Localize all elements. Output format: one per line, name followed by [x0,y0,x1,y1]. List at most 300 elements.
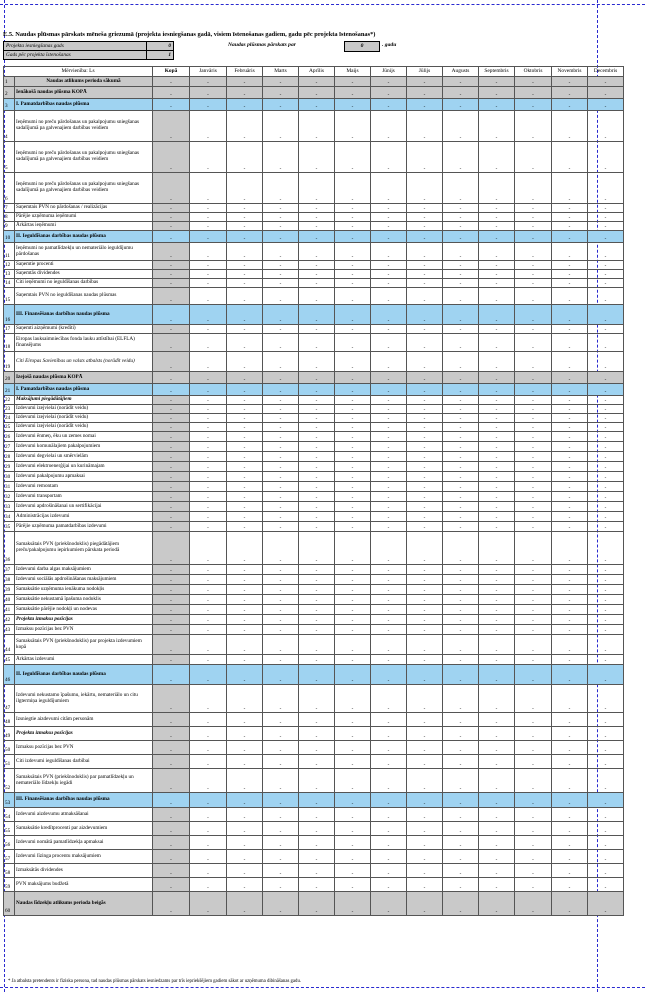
month-cell[interactable]: - [407,423,443,432]
month-cell[interactable]: - [263,713,299,727]
month-cell[interactable]: - [552,492,588,502]
month-cell[interactable]: - [190,384,227,396]
month-cell[interactable]: - [335,405,371,414]
month-cell[interactable]: - [299,334,335,352]
month-cell[interactable]: - [552,522,588,532]
month-cell[interactable]: - [371,532,407,565]
total-cell[interactable]: - [153,482,190,492]
month-cell[interactable]: - [588,595,624,605]
month-cell[interactable]: - [263,892,299,916]
total-cell[interactable]: - [153,442,190,452]
month-cell[interactable]: - [190,279,227,288]
month-cell[interactable]: - [588,665,624,685]
month-cell[interactable]: - [479,755,515,769]
month-cell[interactable]: - [190,213,227,222]
month-cell[interactable]: - [263,405,299,414]
month-cell[interactable]: - [371,173,407,204]
month-cell[interactable]: - [371,685,407,713]
month-cell[interactable]: - [263,142,299,173]
month-cell[interactable]: - [335,173,371,204]
month-cell[interactable]: - [443,352,479,372]
month-cell[interactable]: - [552,836,588,850]
month-cell[interactable]: - [479,442,515,452]
month-cell[interactable]: - [588,850,624,864]
month-cell[interactable]: - [515,565,552,575]
total-cell[interactable]: - [153,878,190,892]
month-cell[interactable]: - [371,222,407,231]
month-cell[interactable]: - [407,261,443,270]
month-cell[interactable]: - [588,502,624,512]
month-cell[interactable]: - [479,87,515,99]
month-cell[interactable]: - [443,615,479,625]
month-cell[interactable]: - [299,793,335,808]
month-cell[interactable]: - [443,243,479,261]
month-cell[interactable]: - [479,522,515,532]
total-cell[interactable]: - [153,512,190,522]
month-cell[interactable]: - [479,270,515,279]
total-cell[interactable]: - [153,423,190,432]
month-cell[interactable]: - [299,432,335,442]
month-cell[interactable]: - [552,261,588,270]
month-cell[interactable]: - [552,713,588,727]
month-cell[interactable]: - [443,655,479,665]
month-cell[interactable]: - [299,532,335,565]
month-cell[interactable]: - [299,405,335,414]
month-cell[interactable]: - [407,769,443,793]
month-cell[interactable]: - [552,864,588,878]
month-cell[interactable]: - [335,512,371,522]
month-cell[interactable]: - [371,77,407,87]
month-cell[interactable]: - [190,822,227,836]
month-cell[interactable]: - [190,325,227,334]
month-cell[interactable]: - [515,595,552,605]
month-cell[interactable]: - [227,384,263,396]
month-cell[interactable]: - [263,325,299,334]
total-cell[interactable]: - [153,864,190,878]
month-cell[interactable]: - [443,850,479,864]
month-cell[interactable]: - [479,279,515,288]
month-cell[interactable]: - [190,565,227,575]
month-cell[interactable]: - [443,99,479,111]
month-cell[interactable]: - [588,423,624,432]
month-cell[interactable]: - [263,261,299,270]
month-cell[interactable]: - [227,864,263,878]
month-cell[interactable]: - [190,585,227,595]
month-cell[interactable]: - [443,595,479,605]
total-cell[interactable]: - [153,384,190,396]
month-cell[interactable]: - [588,808,624,822]
month-cell[interactable]: - [263,462,299,472]
month-cell[interactable]: - [515,204,552,213]
month-cell[interactable]: - [515,878,552,892]
total-cell[interactable]: - [153,173,190,204]
month-cell[interactable]: - [299,279,335,288]
month-cell[interactable]: - [407,793,443,808]
month-cell[interactable]: - [407,502,443,512]
month-cell[interactable]: - [263,442,299,452]
month-cell[interactable]: - [299,741,335,755]
month-cell[interactable]: - [443,665,479,685]
month-cell[interactable]: - [588,325,624,334]
month-cell[interactable]: - [515,472,552,482]
total-cell[interactable]: - [153,585,190,595]
total-cell[interactable]: - [153,432,190,442]
month-cell[interactable]: - [371,87,407,99]
month-cell[interactable]: - [335,472,371,482]
total-cell[interactable]: - [153,502,190,512]
month-cell[interactable]: - [552,87,588,99]
month-cell[interactable]: - [479,585,515,595]
month-cell[interactable]: - [299,442,335,452]
month-cell[interactable]: - [588,655,624,665]
month-cell[interactable]: - [443,482,479,492]
submission-year-value[interactable]: 0 [147,42,174,51]
total-cell[interactable]: - [153,822,190,836]
month-cell[interactable]: - [479,231,515,243]
month-cell[interactable]: - [335,352,371,372]
total-cell[interactable]: - [153,522,190,532]
month-cell[interactable]: - [552,512,588,522]
month-cell[interactable]: - [588,270,624,279]
month-cell[interactable]: - [227,279,263,288]
total-cell[interactable]: - [153,204,190,213]
month-cell[interactable]: - [443,836,479,850]
month-cell[interactable]: - [515,270,552,279]
month-cell[interactable]: - [407,414,443,423]
month-cell[interactable]: - [407,595,443,605]
month-cell[interactable]: - [552,99,588,111]
total-cell[interactable]: - [153,222,190,231]
month-cell[interactable]: - [190,864,227,878]
month-cell[interactable]: - [227,243,263,261]
month-cell[interactable]: - [407,850,443,864]
month-cell[interactable]: - [227,87,263,99]
month-cell[interactable]: - [588,87,624,99]
month-cell[interactable]: - [227,111,263,142]
month-cell[interactable]: - [443,532,479,565]
month-cell[interactable]: - [407,892,443,916]
month-cell[interactable]: - [263,595,299,605]
month-cell[interactable]: - [299,850,335,864]
month-cell[interactable]: - [479,472,515,482]
month-cell[interactable]: - [227,334,263,352]
month-cell[interactable]: - [588,452,624,462]
month-cell[interactable]: - [227,635,263,655]
month-cell[interactable]: - [299,396,335,405]
month-cell[interactable]: - [190,396,227,405]
month-cell[interactable]: - [371,261,407,270]
month-cell[interactable]: - [371,452,407,462]
month-cell[interactable]: - [407,231,443,243]
month-cell[interactable]: - [479,204,515,213]
month-cell[interactable]: - [335,204,371,213]
month-cell[interactable]: - [588,878,624,892]
month-cell[interactable]: - [263,334,299,352]
month-cell[interactable]: - [227,836,263,850]
month-cell[interactable]: - [299,452,335,462]
month-cell[interactable]: - [190,231,227,243]
month-cell[interactable]: - [263,213,299,222]
month-cell[interactable]: - [588,822,624,836]
month-cell[interactable]: - [371,462,407,472]
month-cell[interactable]: - [335,261,371,270]
month-cell[interactable]: - [479,243,515,261]
month-cell[interactable]: - [299,685,335,713]
month-cell[interactable]: - [227,685,263,713]
total-cell[interactable]: - [153,270,190,279]
month-cell[interactable]: - [263,492,299,502]
month-cell[interactable]: - [407,352,443,372]
month-cell[interactable]: - [443,204,479,213]
month-cell[interactable]: - [227,595,263,605]
month-cell[interactable]: - [588,585,624,595]
month-cell[interactable]: - [588,243,624,261]
month-cell[interactable]: - [588,213,624,222]
month-cell[interactable]: - [515,492,552,502]
month-cell[interactable]: - [479,405,515,414]
month-cell[interactable]: - [299,325,335,334]
month-cell[interactable]: - [190,685,227,713]
month-cell[interactable]: - [588,352,624,372]
month-cell[interactable]: - [190,878,227,892]
total-cell[interactable]: - [153,396,190,405]
month-cell[interactable]: - [190,222,227,231]
month-cell[interactable]: - [371,741,407,755]
month-cell[interactable]: - [515,769,552,793]
month-cell[interactable]: - [227,615,263,625]
month-cell[interactable]: - [335,502,371,512]
month-cell[interactable]: - [552,77,588,87]
month-cell[interactable]: - [335,585,371,595]
month-cell[interactable]: - [190,808,227,822]
month-cell[interactable]: - [371,822,407,836]
month-cell[interactable]: - [588,261,624,270]
month-cell[interactable]: - [479,414,515,423]
month-cell[interactable]: - [443,502,479,512]
month-cell[interactable]: - [443,372,479,384]
month-cell[interactable]: - [515,741,552,755]
month-cell[interactable]: - [335,575,371,585]
month-cell[interactable]: - [227,77,263,87]
month-cell[interactable]: - [371,769,407,793]
month-cell[interactable]: - [407,396,443,405]
month-cell[interactable]: - [227,432,263,442]
month-cell[interactable]: - [588,741,624,755]
month-cell[interactable]: - [371,892,407,916]
month-cell[interactable]: - [263,522,299,532]
month-cell[interactable]: - [371,595,407,605]
month-cell[interactable]: - [263,173,299,204]
month-cell[interactable]: - [299,213,335,222]
month-cell[interactable]: - [407,727,443,741]
month-cell[interactable]: - [190,442,227,452]
month-cell[interactable]: - [588,685,624,713]
month-cell[interactable]: - [227,741,263,755]
month-cell[interactable]: - [263,850,299,864]
month-cell[interactable]: - [190,482,227,492]
month-cell[interactable]: - [515,605,552,615]
month-cell[interactable]: - [299,142,335,173]
month-cell[interactable]: - [371,423,407,432]
month-cell[interactable]: - [263,685,299,713]
month-cell[interactable]: - [335,482,371,492]
month-cell[interactable]: - [552,793,588,808]
month-cell[interactable]: - [263,836,299,850]
month-cell[interactable]: - [299,822,335,836]
month-cell[interactable]: - [515,279,552,288]
month-cell[interactable]: - [407,384,443,396]
month-cell[interactable]: - [515,482,552,492]
month-cell[interactable]: - [335,727,371,741]
month-cell[interactable]: - [552,243,588,261]
month-cell[interactable]: - [407,405,443,414]
month-cell[interactable]: - [371,665,407,685]
month-cell[interactable]: - [552,396,588,405]
month-cell[interactable]: - [407,204,443,213]
month-cell[interactable]: - [371,755,407,769]
month-cell[interactable]: - [263,512,299,522]
total-cell[interactable]: - [153,372,190,384]
month-cell[interactable]: - [299,173,335,204]
month-cell[interactable]: - [588,414,624,423]
month-cell[interactable]: - [479,793,515,808]
total-cell[interactable]: - [153,755,190,769]
month-cell[interactable]: - [443,173,479,204]
month-cell[interactable]: - [515,635,552,655]
month-cell[interactable]: - [263,532,299,565]
month-cell[interactable]: - [371,512,407,522]
total-cell[interactable]: - [153,452,190,462]
month-cell[interactable]: - [515,222,552,231]
month-cell[interactable]: - [371,625,407,635]
month-cell[interactable]: - [588,99,624,111]
month-cell[interactable]: - [190,173,227,204]
month-cell[interactable]: - [552,352,588,372]
month-cell[interactable]: - [299,635,335,655]
month-cell[interactable]: - [407,77,443,87]
month-cell[interactable]: - [263,793,299,808]
month-cell[interactable]: - [588,204,624,213]
month-cell[interactable]: - [552,432,588,442]
month-cell[interactable]: - [190,452,227,462]
total-cell[interactable]: - [153,243,190,261]
month-cell[interactable]: - [443,405,479,414]
month-cell[interactable]: - [407,372,443,384]
month-cell[interactable]: - [515,352,552,372]
month-cell[interactable]: - [515,713,552,727]
month-cell[interactable]: - [443,423,479,432]
month-cell[interactable]: - [552,585,588,595]
month-cell[interactable]: - [371,305,407,325]
month-cell[interactable]: - [443,565,479,575]
month-cell[interactable]: - [407,243,443,261]
month-cell[interactable]: - [552,769,588,793]
month-cell[interactable]: - [190,727,227,741]
month-cell[interactable]: - [407,532,443,565]
month-cell[interactable]: - [227,655,263,665]
month-cell[interactable]: - [552,222,588,231]
month-cell[interactable]: - [552,472,588,482]
month-cell[interactable]: - [263,231,299,243]
month-cell[interactable]: - [588,462,624,472]
month-cell[interactable]: - [335,270,371,279]
month-cell[interactable]: - [552,808,588,822]
month-cell[interactable]: - [407,522,443,532]
month-cell[interactable]: - [227,502,263,512]
month-cell[interactable]: - [479,334,515,352]
month-cell[interactable]: - [263,565,299,575]
month-cell[interactable]: - [263,305,299,325]
month-cell[interactable]: - [479,288,515,305]
month-cell[interactable]: - [299,808,335,822]
month-cell[interactable]: - [515,325,552,334]
month-cell[interactable]: - [515,405,552,414]
month-cell[interactable]: - [515,305,552,325]
total-cell[interactable]: - [153,625,190,635]
month-cell[interactable]: - [552,878,588,892]
month-cell[interactable]: - [371,575,407,585]
total-cell[interactable]: - [153,665,190,685]
month-cell[interactable]: - [190,575,227,585]
month-cell[interactable]: - [335,595,371,605]
month-cell[interactable]: - [479,665,515,685]
month-cell[interactable]: - [299,585,335,595]
month-cell[interactable]: - [299,99,335,111]
month-cell[interactable]: - [227,605,263,615]
month-cell[interactable]: - [552,741,588,755]
month-cell[interactable]: - [552,334,588,352]
month-cell[interactable]: - [407,482,443,492]
month-cell[interactable]: - [263,585,299,595]
month-cell[interactable]: - [515,442,552,452]
month-cell[interactable]: - [515,822,552,836]
total-cell[interactable]: - [153,334,190,352]
month-cell[interactable]: - [407,755,443,769]
month-cell[interactable]: - [515,243,552,261]
month-cell[interactable]: - [515,288,552,305]
month-cell[interactable]: - [371,213,407,222]
month-cell[interactable]: - [263,769,299,793]
month-cell[interactable]: - [227,713,263,727]
month-cell[interactable]: - [552,502,588,512]
month-cell[interactable]: - [552,142,588,173]
month-cell[interactable]: - [479,595,515,605]
month-cell[interactable]: - [479,822,515,836]
month-cell[interactable]: - [190,77,227,87]
month-cell[interactable]: - [515,261,552,270]
month-cell[interactable]: - [299,655,335,665]
month-cell[interactable]: - [552,423,588,432]
month-cell[interactable]: - [515,685,552,713]
month-cell[interactable]: - [515,432,552,442]
month-cell[interactable]: - [443,87,479,99]
month-cell[interactable]: - [552,452,588,462]
month-cell[interactable]: - [407,305,443,325]
total-cell[interactable]: - [153,405,190,414]
month-cell[interactable]: - [443,713,479,727]
month-cell[interactable]: - [263,727,299,741]
month-cell[interactable]: - [299,615,335,625]
month-cell[interactable]: - [227,625,263,635]
month-cell[interactable]: - [407,472,443,482]
total-cell[interactable]: - [153,325,190,334]
month-cell[interactable]: - [479,77,515,87]
month-cell[interactable]: - [407,99,443,111]
month-cell[interactable]: - [190,352,227,372]
month-cell[interactable]: - [299,492,335,502]
month-cell[interactable]: - [263,575,299,585]
month-cell[interactable]: - [335,414,371,423]
